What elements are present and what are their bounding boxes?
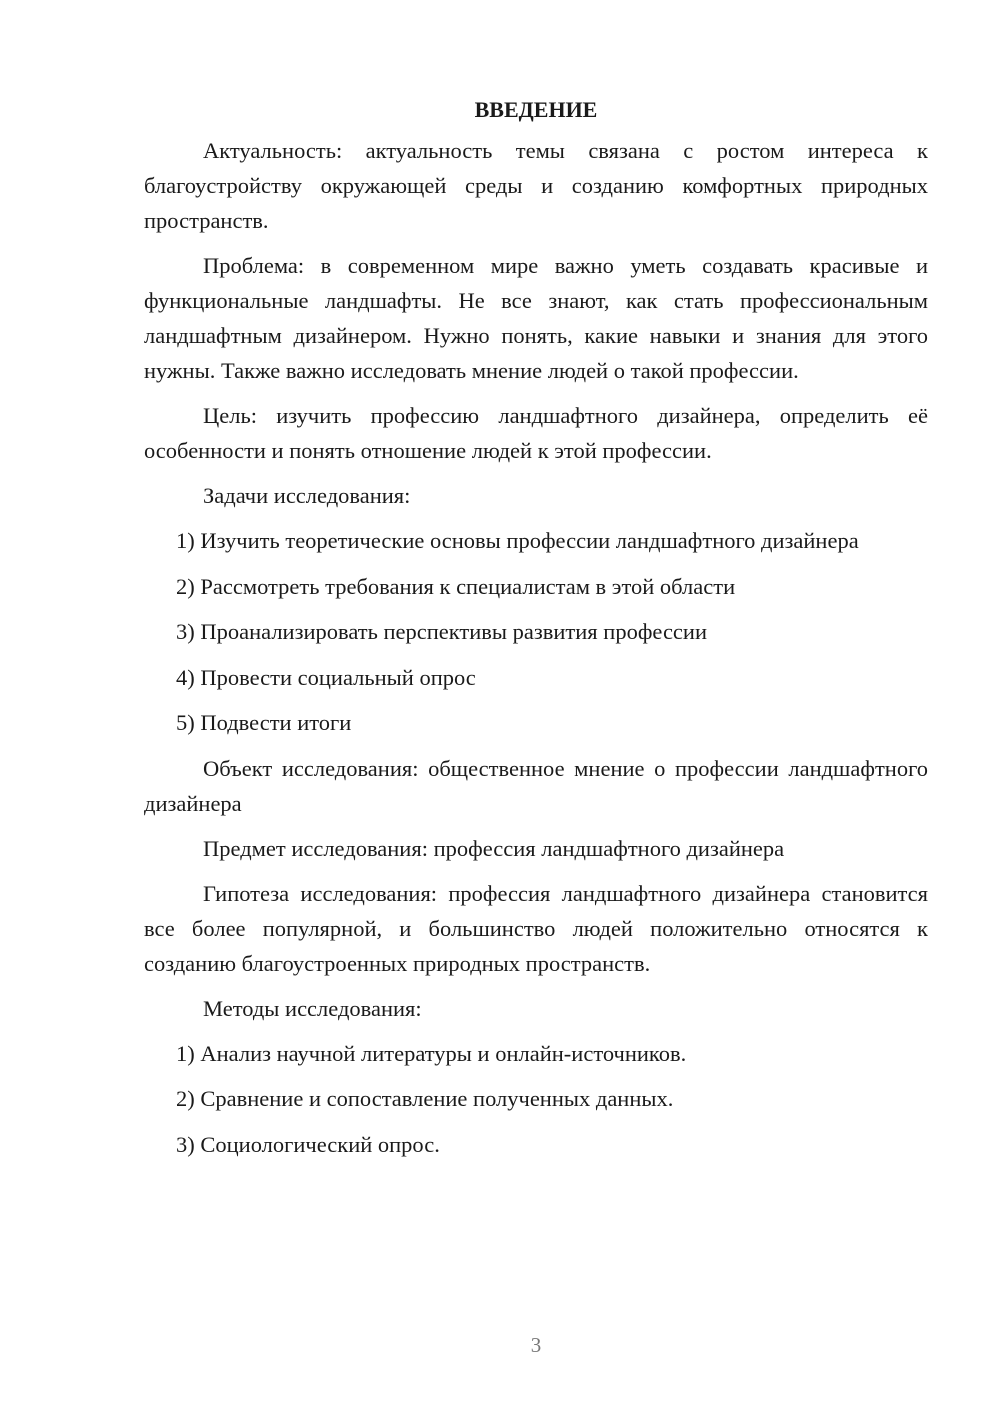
list-item: 2) Рассмотреть требования к специалистам в этой области [176,573,736,599]
subject-paragraph: Предмет исследования: профессия ландшафтного дизайнера [203,835,785,861]
list-item: 4) Провести социальный опрос [176,664,476,690]
methods-heading: Методы исследования: [203,995,422,1021]
list-item: 5) Подвести итоги [176,710,352,735]
list-item: 3) Проанализировать перспективы развития профессии [176,619,708,644]
list-item: 2) Сравнение и сопоставление полученных данных. [176,1086,674,1111]
list-item: 3) Социологический опрос. [176,1131,440,1157]
page-number: 3 [530,1333,542,1357]
list-item: 1) Анализ научной литературы и онлайн-источников. [176,1040,687,1066]
tasks-list [144,523,928,740]
hypothesis-paragraph: Гипотеза исследования: профессия ландшафтного дизайнера становится все более популярной, и большинство людей положительно относятся к созданию благоустроенных природных пространств. [144,880,928,976]
list-item: 1) Изучить теоретические основы профессии ландшафтного дизайнера [176,528,859,553]
document-body [144,92,928,1172]
section-title: ВВЕДЕНИЕ [474,97,598,122]
tasks-heading: Задачи исследования: [203,483,411,508]
object-paragraph: Объект исследования: общественное мнение о профессии ландшафтного дизайнера [144,755,928,816]
relevance-paragraph: Актуальность: актуальность темы связана с ростом интереса к благоустройству окружающей среды и созданию комфортных природных пространств. [144,138,928,233]
problem-paragraph: Проблема: в современном мире важно уметь создавать красивые и функциональные ландшафты. Не все знают, как стать профессиональным ландшафтным дизайнером. Нужно понять, какие навыки и знания для этого нужны. Также важно исследовать мнение людей о такой профессии. [144,253,928,383]
goal-paragraph: Цель: изучить профессию ландшафтного дизайнера, определить её особенности и понять отношение людей к этой профессии. [144,403,928,463]
methods-list [144,1036,928,1162]
